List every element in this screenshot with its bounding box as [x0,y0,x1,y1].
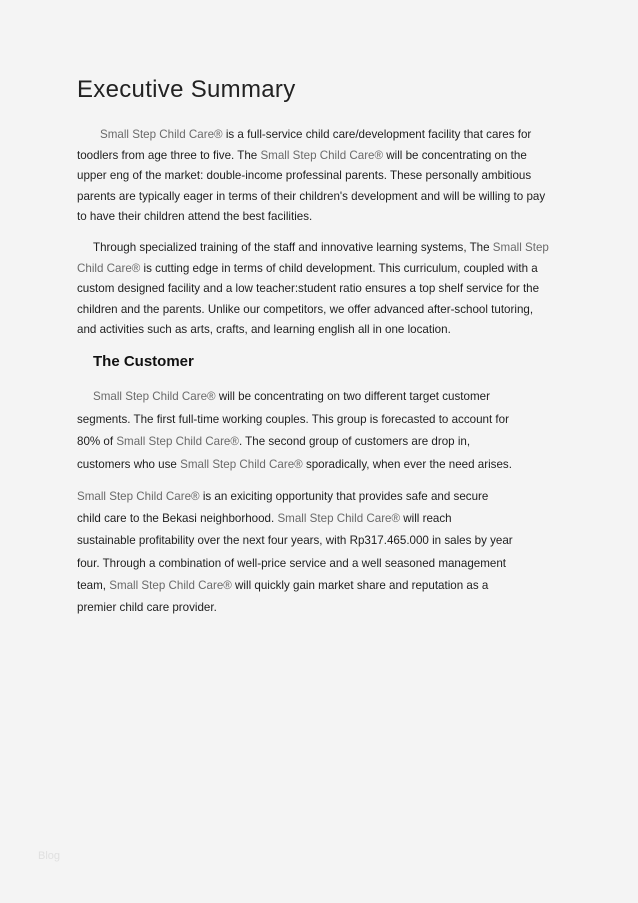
text-segment: children and the parents. Unlike our competitors, we offer advanced after-school tutoring, [77,302,534,316]
text-line [77,386,567,409]
text-line [77,259,567,280]
page-title: Executive Summary [77,76,296,103]
text-segment: team, [77,578,110,592]
text-line [77,508,567,530]
text-segment: . The second group of customers are drop in, [238,435,471,448]
watermark: Blog [38,850,61,862]
text-line [77,575,567,597]
text-segment: will be concentrating on the [383,148,527,162]
text-line [77,279,567,300]
company-name: Small Step Child Care® [260,148,384,162]
text-line [77,597,567,619]
text-segment: to have their children attend the best facilities. [77,210,313,223]
text-line [77,486,567,508]
company-name: Small Step Child Care® [77,490,200,503]
text-segment: custom designed facility and a low teacher:student ratio ensures a top shelf service for the [77,282,540,295]
text-segment: will be concentrating on two different target customer [215,390,490,403]
paragraph-opportunity [77,486,567,619]
paragraph-customer-segments [77,386,567,476]
text-line [77,166,567,187]
text-segment: child care to the Bekasi neighborhood. [77,512,278,526]
text-line [77,553,567,575]
paragraph-intro [77,125,567,228]
text-segment: 80% of [77,435,117,448]
company-name: Small Step [492,241,549,254]
text-segment: segments. The first full-time working couples. This group is forecasted to account for [77,412,509,426]
text-line [77,454,567,477]
text-segment: will quickly gain market share and reputation as a [231,578,489,592]
company-name: Small Step Child Care® [277,512,401,526]
section-heading-customer: The Customer [93,353,194,370]
text-segment: is cutting edge in terms of child development. This curriculum, coupled with a [140,261,538,275]
text-segment: will reach [400,512,452,526]
company-name: Small Step Child Care® [100,128,223,141]
text-line [77,238,567,259]
text-segment: Through specialized training of the staff and innovative learning systems, The [93,241,493,254]
text-segment: and activities such as arts, crafts, and learning english all in one location. [77,323,451,336]
company-name: Small Step Child Care® [180,457,303,471]
text-segment: premier child care provider. [77,600,217,614]
text-line [77,300,567,321]
text-line [77,187,567,208]
text-segment: is an exiciting opportunity that provides safe and secure [199,490,489,503]
text-line [77,125,567,146]
text-segment: toodlers from age three to five. The [77,148,261,162]
text-segment: customers who use [77,457,181,471]
text-line [77,146,567,167]
company-name: Child Care® [77,261,141,275]
text-segment: is a full-service child care/development facility that cares for [222,128,532,141]
text-line [77,320,567,341]
text-line [77,409,567,432]
company-name: Small Step Child Care® [109,578,232,592]
company-name: Small Step Child Care® [93,390,216,403]
text-segment: parents are typically eager in terms of their children's development and will be willing to pay [77,189,546,203]
text-segment: sporadically, when ever the need arises. [302,457,512,471]
text-line [77,207,567,228]
text-segment: sustainable profitability over the next four years, with Rp317.465.000 in sales by year [77,534,513,548]
text-line [77,431,567,454]
text-segment: upper eng of the market: double-income professinal parents. These personally ambitious [77,169,532,182]
text-segment: four. Through a combination of well-price service and a well seasoned management [77,556,506,570]
company-name: Small Step Child Care® [116,435,239,448]
text-line [77,530,567,552]
paragraph-training [77,238,567,341]
